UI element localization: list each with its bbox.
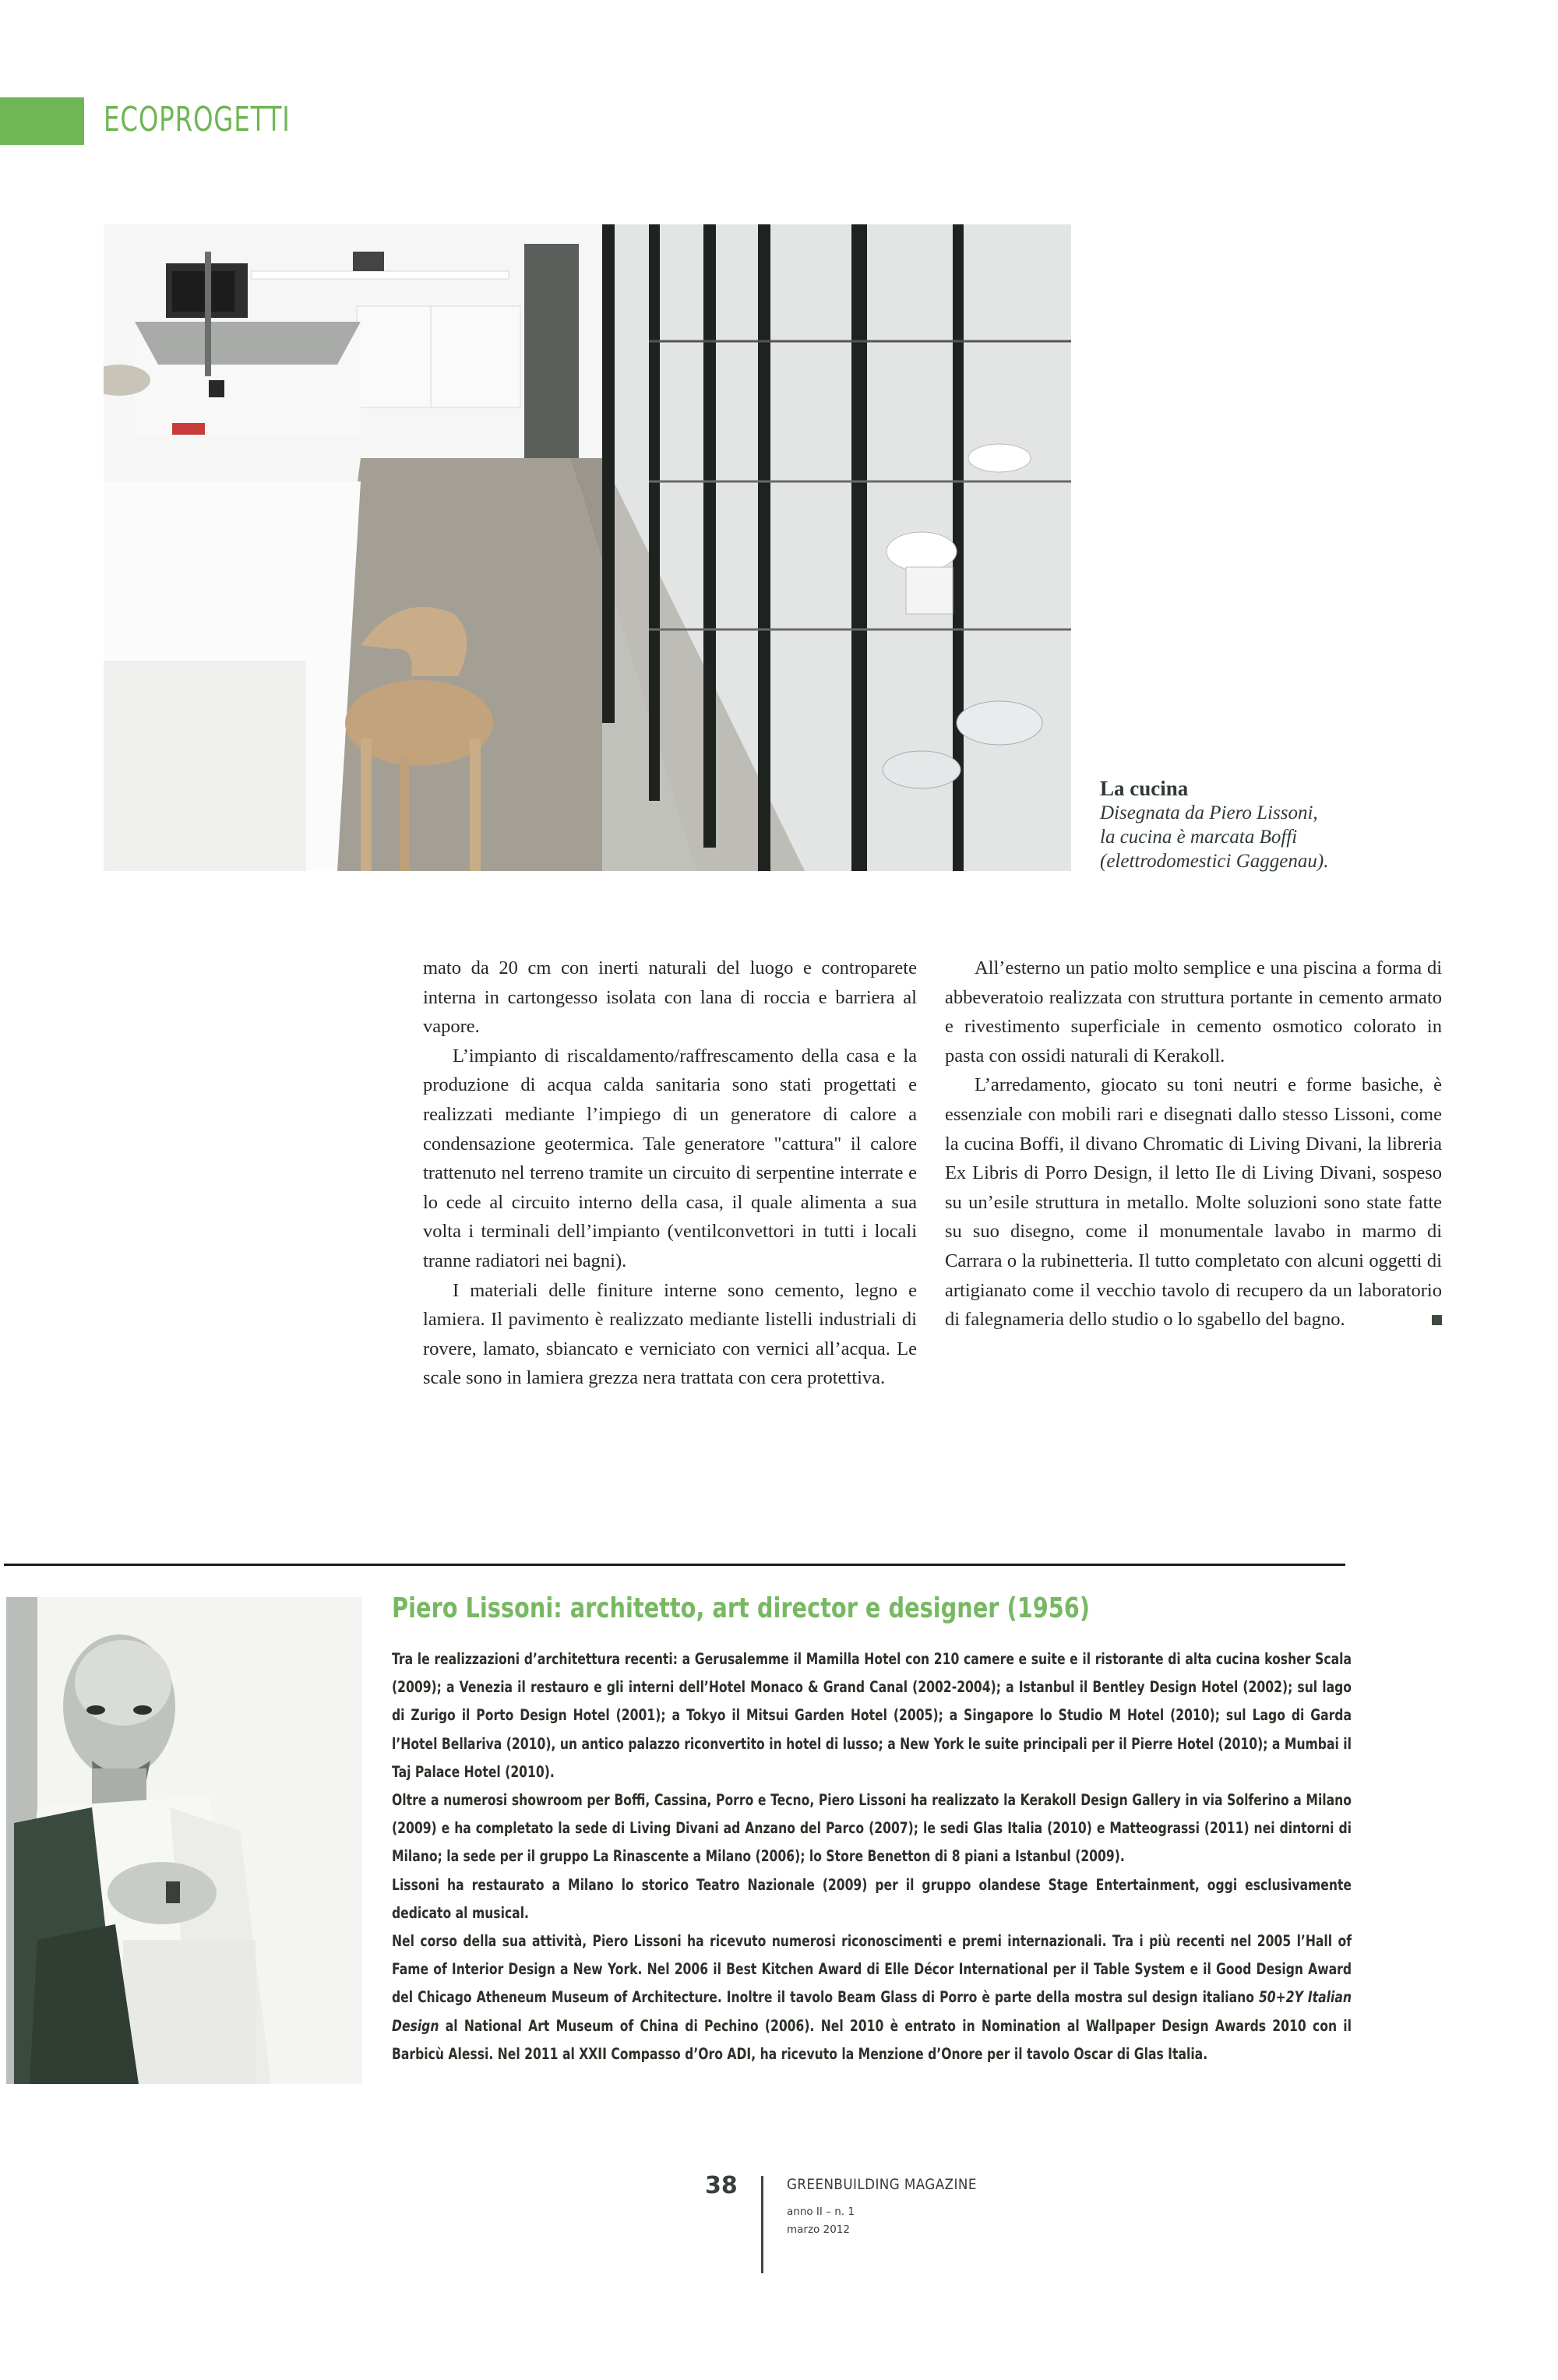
magazine-name: GREENBUILDING MAGAZINE [787,2176,977,2193]
issue-info [787,2203,855,2239]
article-paragraph: I materiali delle finiture interne sono cemento, legno e lamiera. Il pavimento è realizzato mediante listelli industriali di rovere, lamato, sbiancato e verniciato con vernici all’acqua. Le scale sono in lamiera grezza nera trattata con cera protettiva. [423,1279,917,1389]
footer-divider [761,2176,763,2273]
photo-caption [1100,776,1443,873]
kitchen-photo [104,224,1071,871]
bio-heading: Piero Lissoni: architetto, art director e designer (1956) [392,1592,1091,1624]
issue-date: marzo 2012 [787,2223,850,2236]
section-color-bar [0,97,84,145]
article-paragraph: All’esterno un patio molto semplice e una piscina a forma di abbeveratoio realizzata con struttura portante in cemento armato e rivestimento superficiale in cemento osmotico colorato in pasta con ossidi naturali di Kerakoll. [945,957,1442,1067]
caption-line: (elettrodomestici Gaggenau). [1100,851,1329,872]
article-paragraph [945,1070,1442,1334]
end-of-article-mark-icon [1432,1315,1442,1325]
caption-line: la cucina è marcata Boffi [1100,827,1298,848]
exhibition-title: 50+2Y Italian Design [392,1988,1352,2035]
article-paragraph: mato da 20 cm con inerti naturali del luogo e controparete interna in cartongesso isolata con lana di roccia e barriera al vapore. [423,957,917,1038]
bio-text-segment: Nel corso della sua attività, Piero Lissoni ha ricevuto numerosi riconoscimenti e premi internazionali. Tra i più recenti nel 2005 l’Hall of Fame of Interior Design a New York. Nel 2006 il Best Kitchen Award di Elle Décor International per il Table System e il Good Design Award del Chicago Atheneum Museum of Architecture. Inoltre il tavolo Beam Glass di Porro è parte della mostra sul design italiano [392,1932,1352,2007]
article-paragraph: L’impianto di riscaldamento/raffrescamento della casa e la produzione di acqua calda sanitaria sono stati progettati e realizzati mediante l’impiego di un generatore di calore a condensazione geotermica. Tale generatore "cattura" il calore trattenuto nel terreno tramite un circuito di serpentine interrate e lo cede al circuito interno della casa, il quale alimenta a sua volta i terminali dell’impianto (ventilconvettori in tutti i locali tranne radiatori nei bagni). [423,1045,917,1271]
bio-text [392,1645,1352,2068]
article-column-left [423,954,917,1393]
page-number: 38 [705,2172,738,2199]
portrait-photo [6,1597,362,2084]
bio-paragraph: Lissoni ha restaurato a Milano lo storico Teatro Nazionale (2009) per il gruppo olandese Stage Entertainment, oggi esclusivamente dedicato al musical. [392,1875,1352,1922]
portrait-illustration [6,1597,362,2084]
section-divider [4,1564,1345,1566]
issue-number: anno II – n. 1 [787,2205,855,2218]
bio-paragraph: Oltre a numerosi showroom per Boffi, Cassina, Porro e Tecno, Piero Lissoni ha realizzato la Kerakoll Design Gallery in via Solferino a Milano (2009) e ha completato la sede di Living Divani ad Anzano del Parco (2007); le sedi Glas Italia (2010) e Matteograssi (2011) nei dintorni di Milano; la sede per il gruppo La Rinascente a Milano (2006); lo Store Benetton di 8 piani a Istanbul (2009). [392,1791,1352,1866]
kitchen-photo-illustration [104,224,1071,871]
bio-paragraph [392,1927,1352,2068]
caption-line: Disegnata da Piero Lissoni, [1100,802,1318,823]
bio-text-segment: al National Art Museum of China di Pechino (2006). Nel 2010 è entrato in Nomination al Wallpaper Design Awards 2010 con il Barbicù Alessi. Nel 2011 al XXII Compasso d’Oro ADI, ha ricevuto la Menzione d’Onore per il tavolo Oscar di Glas Italia. [392,2016,1352,2063]
article-column-right [945,954,1442,1335]
section-title: ECOPROGETTI [104,100,291,139]
caption-title: La cucina [1100,777,1189,800]
bio-paragraph: Tra le realizzazioni d’architettura recenti: a Gerusalemme il Mamilla Hotel con 210 camere e suite e il ristorante di alta cucina kosher Scala (2009); a Venezia il restauro e gli interni dell’Hotel Monaco & Grand Canal (2002-2004); a Istanbul il Bentley Design Hotel (2002); sul lago di Zurigo il Porto Design Hotel (2001); a Tokyo il Mitsui Garden Hotel (2005); a Singapore lo Studio M Hotel (2010); sul Lago di Garda l’Hotel Bellariva (2010), un antico palazzo riconvertito in hotel di lusso; a New York le suite principali per il Pierre Hotel (2010); a Mumbai il Taj Palace Hotel (2010). [392,1650,1352,1781]
article-paragraph-text: L’arredamento, giocato su toni neutri e forme basiche, è essenziale con mobili rari e disegnati dallo stesso Lissoni, come la cucina Boffi, il divano Chromatic di Living Divani, la libreria Ex Libris di Porro Design, il letto Ile di Living Divani, sospeso su un’esile struttura in metallo. Molte soluzioni sono state fatte su suo disegno, come il monumentale lavabo in marmo di Carrara o la rubinetteria. Il tutto completato con alcuni oggetti di artigianato come il vecchio tavolo di recupero da un laboratorio di falegnameria dello studio o lo sgabello del bagno. [945,1074,1442,1331]
